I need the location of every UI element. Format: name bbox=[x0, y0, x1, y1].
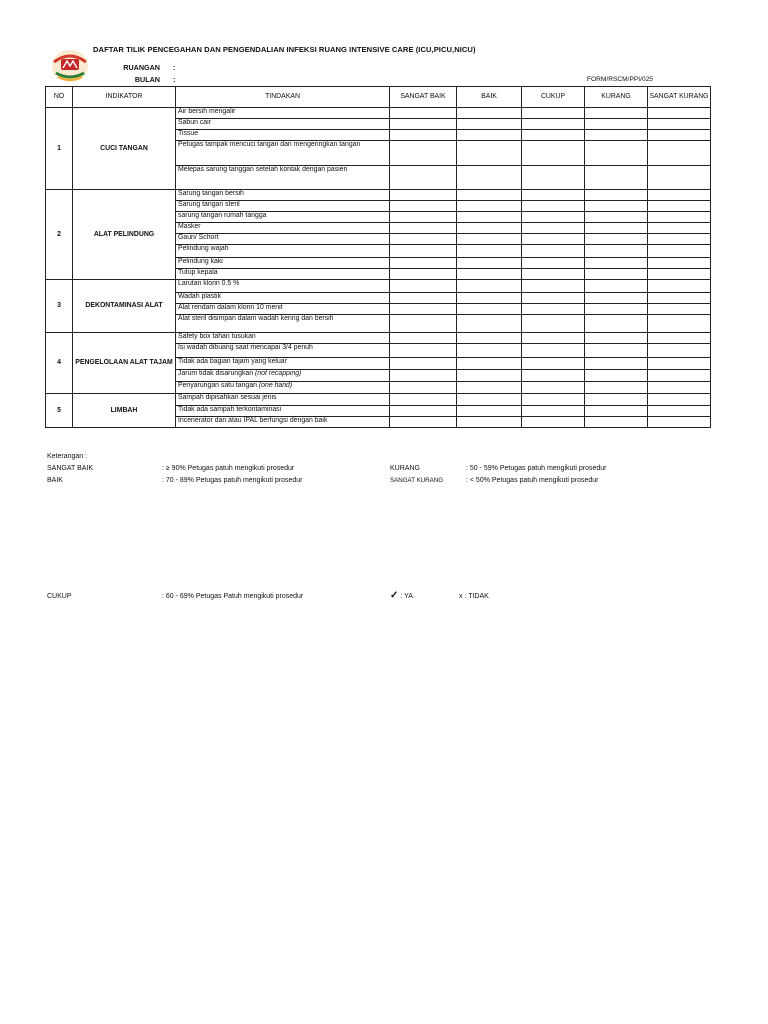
rating-cell-cukup[interactable] bbox=[522, 130, 585, 141]
rating-cell-kurang[interactable] bbox=[585, 344, 648, 358]
action-cell bbox=[176, 166, 390, 190]
rating-cell-cukup[interactable] bbox=[522, 223, 585, 234]
action-cell bbox=[176, 201, 390, 212]
rating-cell-baik[interactable] bbox=[457, 382, 522, 394]
page-title: DAFTAR TILIK PENCEGAHAN DAN PENGENDALIAN INFEKSI RUANG INTENSIVE CARE (ICU,PICU,NICU) bbox=[93, 45, 476, 54]
rating-cell-sangat-baik[interactable] bbox=[390, 394, 457, 406]
rating-cell-baik[interactable] bbox=[457, 406, 522, 417]
legend-heading: Keterangan : bbox=[47, 453, 88, 460]
rating-cell-kurang[interactable] bbox=[585, 315, 648, 333]
col-header-baik: BAIK bbox=[457, 87, 522, 108]
legend-ya-text: : YA bbox=[400, 593, 413, 600]
table-row bbox=[46, 108, 711, 119]
legend-desc-sangat-baik: : ≥ 90% Petugas patuh mengikuti prosedur bbox=[162, 465, 295, 472]
rating-cell-sangat-baik[interactable] bbox=[390, 119, 457, 130]
rating-cell-sangat-baik[interactable] bbox=[390, 293, 457, 304]
rating-cell-cukup[interactable] bbox=[522, 245, 585, 258]
action-text: Incenerator dan atau IPAL berfungsi dengan baik bbox=[178, 417, 328, 424]
rating-cell-baik[interactable] bbox=[457, 119, 522, 130]
rating-cell-cukup[interactable] bbox=[522, 394, 585, 406]
action-cell bbox=[176, 406, 390, 417]
rating-cell-kurang[interactable] bbox=[585, 234, 648, 245]
rating-cell-sangat-baik[interactable] bbox=[390, 417, 457, 428]
rating-cell-cukup[interactable] bbox=[522, 258, 585, 269]
rating-cell-cukup[interactable] bbox=[522, 269, 585, 280]
rating-cell-baik[interactable] bbox=[457, 293, 522, 304]
rating-cell-sangat-baik[interactable] bbox=[390, 141, 457, 166]
rating-cell-cukup[interactable] bbox=[522, 166, 585, 190]
indicator-number: 3 bbox=[46, 280, 73, 333]
action-cell bbox=[176, 234, 390, 245]
col-header-sangat-kurang: SANGAT KURANG bbox=[648, 87, 711, 108]
action-cell bbox=[176, 223, 390, 234]
rating-cell-sangat-kurang[interactable] bbox=[648, 108, 711, 119]
hospital-logo bbox=[50, 48, 90, 84]
rating-cell-baik[interactable] bbox=[457, 417, 522, 428]
rating-cell-kurang[interactable] bbox=[585, 370, 648, 382]
legend-label-kurang: KURANG bbox=[390, 465, 420, 472]
col-header-cukup: CUKUP bbox=[522, 87, 585, 108]
rating-cell-kurang[interactable] bbox=[585, 417, 648, 428]
action-cell bbox=[176, 258, 390, 269]
rating-cell-cukup[interactable] bbox=[522, 370, 585, 382]
table-row bbox=[46, 190, 711, 201]
rating-cell-baik[interactable] bbox=[457, 394, 522, 406]
action-cell bbox=[176, 269, 390, 280]
rating-cell-sangat-kurang[interactable] bbox=[648, 333, 711, 344]
action-cell bbox=[176, 280, 390, 293]
action-cell bbox=[176, 417, 390, 428]
rating-cell-sangat-baik[interactable] bbox=[390, 245, 457, 258]
action-cell bbox=[176, 141, 390, 166]
rating-cell-sangat-kurang[interactable] bbox=[648, 417, 711, 428]
rating-cell-cukup[interactable] bbox=[522, 304, 585, 315]
table-row bbox=[46, 333, 711, 344]
action-text: sarung tangan rumah tangga bbox=[178, 212, 267, 219]
rating-cell-sangat-kurang[interactable] bbox=[648, 406, 711, 417]
action-text: Tissue bbox=[178, 130, 199, 137]
form-number: FORM/RSCM/PPI/025 bbox=[587, 76, 653, 83]
rating-cell-kurang[interactable] bbox=[585, 382, 648, 394]
rating-cell-sangat-baik[interactable] bbox=[390, 130, 457, 141]
rating-cell-cukup[interactable] bbox=[522, 119, 585, 130]
rating-cell-baik[interactable] bbox=[457, 315, 522, 333]
rating-cell-sangat-baik[interactable] bbox=[390, 315, 457, 333]
action-cell bbox=[176, 370, 390, 382]
rating-cell-sangat-kurang[interactable] bbox=[648, 245, 711, 258]
rating-cell-sangat-kurang[interactable] bbox=[648, 382, 711, 394]
rating-cell-baik[interactable] bbox=[457, 108, 522, 119]
rating-cell-kurang[interactable] bbox=[585, 166, 648, 190]
action-text: Masker bbox=[178, 223, 201, 230]
legend-desc-kurang: : 50 - 59% Petugas patuh mengikuti prosedur bbox=[466, 465, 607, 472]
action-text: Tutup kepala bbox=[178, 269, 218, 276]
action-cell bbox=[176, 130, 390, 141]
rating-cell-kurang[interactable] bbox=[585, 108, 648, 119]
action-text: Sabun cair bbox=[178, 119, 211, 126]
action-text: Gaun/ Schort bbox=[178, 234, 219, 241]
legend-label-sangat-baik: SANGAT BAIK bbox=[47, 465, 94, 472]
rating-cell-cukup[interactable] bbox=[522, 108, 585, 119]
rating-cell-baik[interactable] bbox=[457, 370, 522, 382]
rating-cell-cukup[interactable] bbox=[522, 293, 585, 304]
col-header-no: NO bbox=[46, 87, 73, 108]
rating-cell-cukup[interactable] bbox=[522, 358, 585, 370]
action-text: Pelindung wajah bbox=[178, 245, 229, 252]
rating-cell-sangat-kurang[interactable] bbox=[648, 358, 711, 370]
action-cell bbox=[176, 304, 390, 315]
action-text: Melepas sarung tanggan setelah kontak dengan pasien bbox=[178, 166, 348, 173]
rating-cell-baik[interactable] bbox=[457, 166, 522, 190]
rating-cell-kurang[interactable] bbox=[585, 190, 648, 201]
rating-cell-kurang[interactable] bbox=[585, 258, 648, 269]
rating-cell-sangat-baik[interactable] bbox=[390, 382, 457, 394]
indicator-number: 1 bbox=[46, 108, 73, 190]
rating-cell-cukup[interactable] bbox=[522, 315, 585, 333]
legend-tidak: x : TIDAK bbox=[459, 593, 489, 600]
rating-cell-cukup[interactable] bbox=[522, 406, 585, 417]
action-cell bbox=[176, 333, 390, 344]
indicator-name: LIMBAH bbox=[73, 394, 176, 428]
rating-cell-cukup[interactable] bbox=[522, 212, 585, 223]
rating-cell-sangat-baik[interactable] bbox=[390, 269, 457, 280]
rating-cell-baik[interactable] bbox=[457, 344, 522, 358]
rating-cell-kurang[interactable] bbox=[585, 280, 648, 293]
rating-cell-sangat-kurang[interactable] bbox=[648, 394, 711, 406]
rating-cell-sangat-baik[interactable] bbox=[390, 212, 457, 223]
rating-cell-sangat-baik[interactable] bbox=[390, 108, 457, 119]
indicator-name: ALAT PELINDUNG bbox=[73, 190, 176, 280]
rating-cell-sangat-baik[interactable] bbox=[390, 166, 457, 190]
checklist-table bbox=[45, 86, 711, 428]
rating-cell-kurang[interactable] bbox=[585, 141, 648, 166]
rating-cell-cukup[interactable] bbox=[522, 201, 585, 212]
rating-cell-baik[interactable] bbox=[457, 212, 522, 223]
rating-cell-cukup[interactable] bbox=[522, 382, 585, 394]
rating-cell-cukup[interactable] bbox=[522, 344, 585, 358]
rating-cell-sangat-kurang[interactable] bbox=[648, 190, 711, 201]
action-text: Larutan klorin 0.5 % bbox=[178, 280, 240, 287]
rating-cell-baik[interactable] bbox=[457, 190, 522, 201]
rating-cell-kurang[interactable] bbox=[585, 406, 648, 417]
rating-cell-kurang[interactable] bbox=[585, 130, 648, 141]
rating-cell-baik[interactable] bbox=[457, 280, 522, 293]
rating-cell-sangat-baik[interactable] bbox=[390, 223, 457, 234]
rating-cell-sangat-kurang[interactable] bbox=[648, 258, 711, 269]
rating-cell-baik[interactable] bbox=[457, 201, 522, 212]
rating-cell-kurang[interactable] bbox=[585, 201, 648, 212]
action-text: Penyarungan satu tangan bbox=[178, 382, 257, 389]
action-cell bbox=[176, 245, 390, 258]
rating-cell-sangat-kurang[interactable] bbox=[648, 201, 711, 212]
rating-cell-baik[interactable] bbox=[457, 245, 522, 258]
rating-cell-kurang[interactable] bbox=[585, 358, 648, 370]
rating-cell-baik[interactable] bbox=[457, 130, 522, 141]
legend-label-cukup: CUKUP bbox=[47, 593, 72, 600]
ruangan-colon: : bbox=[173, 63, 176, 72]
ruangan-label: RUANGAN bbox=[123, 63, 160, 72]
table-row bbox=[46, 280, 711, 293]
rating-cell-kurang[interactable] bbox=[585, 212, 648, 223]
rating-cell-cukup[interactable] bbox=[522, 333, 585, 344]
rating-cell-kurang[interactable] bbox=[585, 293, 648, 304]
rating-cell-kurang[interactable] bbox=[585, 394, 648, 406]
indicator-name: DEKONTAMINASI ALAT bbox=[73, 280, 176, 333]
rating-cell-sangat-kurang[interactable] bbox=[648, 304, 711, 315]
rating-cell-cukup[interactable] bbox=[522, 234, 585, 245]
action-cell bbox=[176, 108, 390, 119]
rating-cell-baik[interactable] bbox=[457, 304, 522, 315]
rating-cell-sangat-kurang[interactable] bbox=[648, 269, 711, 280]
legend-desc-baik: : 70 - 89% Petugas patuh mengikuti prosedur bbox=[162, 477, 303, 484]
action-cell bbox=[176, 315, 390, 333]
rating-cell-sangat-baik[interactable] bbox=[390, 234, 457, 245]
rating-cell-baik[interactable] bbox=[457, 234, 522, 245]
action-cell bbox=[176, 382, 390, 394]
action-text: Air bersih mengalir bbox=[178, 108, 236, 115]
action-text: Isi wadah dibuang saat mencapai 3/4 penuh bbox=[178, 344, 313, 351]
rating-cell-kurang[interactable] bbox=[585, 304, 648, 315]
indicator-number: 5 bbox=[46, 394, 73, 428]
rating-cell-sangat-baik[interactable] bbox=[390, 280, 457, 293]
rating-cell-kurang[interactable] bbox=[585, 223, 648, 234]
rating-cell-sangat-baik[interactable] bbox=[390, 304, 457, 315]
rating-cell-sangat-kurang[interactable] bbox=[648, 130, 711, 141]
action-text: Alat steril disimpan dalam wadah kering dan bersih bbox=[178, 315, 334, 322]
action-text: Tidak ada sampah terkontaminasi bbox=[178, 406, 282, 413]
rating-cell-kurang[interactable] bbox=[585, 119, 648, 130]
col-header-tindakan: TINDAKAN bbox=[176, 87, 390, 108]
legend-desc-cukup: : 60 - 69% Petugas Patuh mengikuti prosedur bbox=[162, 593, 304, 600]
rating-cell-sangat-kurang[interactable] bbox=[648, 119, 711, 130]
rating-cell-sangat-baik[interactable] bbox=[390, 190, 457, 201]
rating-cell-kurang[interactable] bbox=[585, 333, 648, 344]
legend-desc-sangat-kurang: : < 50% Petugas patuh mengikuti prosedur bbox=[466, 477, 599, 484]
legend-ya bbox=[390, 590, 413, 601]
rating-cell-sangat-baik[interactable] bbox=[390, 370, 457, 382]
legend-label-baik: BAIK bbox=[47, 477, 63, 484]
action-text: Sampah dipisahkan sesuai jenis bbox=[178, 394, 277, 401]
col-header-sangat-baik: SANGAT BAIK bbox=[390, 87, 457, 108]
rating-cell-sangat-kurang[interactable] bbox=[648, 212, 711, 223]
rating-cell-sangat-baik[interactable] bbox=[390, 258, 457, 269]
indicator-number: 2 bbox=[46, 190, 73, 280]
indicator-number: 4 bbox=[46, 333, 73, 394]
rating-cell-cukup[interactable] bbox=[522, 141, 585, 166]
table-body bbox=[46, 108, 711, 428]
rating-cell-baik[interactable] bbox=[457, 333, 522, 344]
col-header-indikator: INDIKATOR bbox=[73, 87, 176, 108]
action-text: Safety box tahan tusukan bbox=[178, 333, 256, 340]
indicator-name: CUCI TANGAN bbox=[73, 108, 176, 190]
action-text: Jarum tidak disarungkan bbox=[178, 370, 254, 377]
action-text: Petugas tampak mencuci tangan dan mengeringkan tangan bbox=[178, 141, 361, 148]
rating-cell-baik[interactable] bbox=[457, 223, 522, 234]
action-text: Sarung tangan steril bbox=[178, 201, 240, 208]
table-header-row bbox=[46, 87, 711, 108]
action-text: Wadah plastik bbox=[178, 293, 222, 300]
rating-cell-sangat-baik[interactable] bbox=[390, 406, 457, 417]
action-cell bbox=[176, 119, 390, 130]
legend-label-sangat-kurang: SANGAT KURANG bbox=[390, 477, 444, 484]
rating-cell-cukup[interactable] bbox=[522, 417, 585, 428]
rating-cell-sangat-kurang[interactable] bbox=[648, 141, 711, 166]
rating-cell-sangat-baik[interactable] bbox=[390, 344, 457, 358]
rating-cell-sangat-kurang[interactable] bbox=[648, 344, 711, 358]
col-header-kurang: KURANG bbox=[585, 87, 648, 108]
indicator-name: PENGELOLAAN ALAT TAJAM bbox=[73, 333, 176, 394]
action-cell bbox=[176, 394, 390, 406]
action-cell bbox=[176, 358, 390, 370]
action-cell bbox=[176, 190, 390, 201]
table-row bbox=[46, 394, 711, 406]
rating-cell-cukup[interactable] bbox=[522, 280, 585, 293]
rating-cell-sangat-baik[interactable] bbox=[390, 333, 457, 344]
rating-cell-cukup[interactable] bbox=[522, 190, 585, 201]
action-cell bbox=[176, 212, 390, 223]
rating-cell-sangat-baik[interactable] bbox=[390, 201, 457, 212]
rating-cell-sangat-kurang[interactable] bbox=[648, 293, 711, 304]
action-note: (one hand) bbox=[258, 382, 293, 389]
rating-cell-baik[interactable] bbox=[457, 141, 522, 166]
rating-cell-baik[interactable] bbox=[457, 269, 522, 280]
action-text: Tidak ada bagian tajam yang keluar bbox=[178, 358, 287, 365]
rating-cell-sangat-kurang[interactable] bbox=[648, 234, 711, 245]
checkmark-icon: ✓ bbox=[390, 590, 399, 601]
rating-cell-sangat-kurang[interactable] bbox=[648, 223, 711, 234]
action-text: Sarung tangan bersih bbox=[178, 190, 244, 197]
rating-cell-kurang[interactable] bbox=[585, 245, 648, 258]
action-cell bbox=[176, 293, 390, 304]
bulan-colon: : bbox=[173, 75, 176, 84]
action-text: Alat rendam dalam klorin 10 menit bbox=[178, 304, 283, 311]
action-note: (not recapping) bbox=[255, 370, 302, 377]
rating-cell-baik[interactable] bbox=[457, 258, 522, 269]
rating-cell-sangat-baik[interactable] bbox=[390, 358, 457, 370]
rating-cell-sangat-kurang[interactable] bbox=[648, 166, 711, 190]
rating-cell-sangat-kurang[interactable] bbox=[648, 370, 711, 382]
rating-cell-sangat-kurang[interactable] bbox=[648, 280, 711, 293]
rating-cell-sangat-kurang[interactable] bbox=[648, 315, 711, 333]
action-cell bbox=[176, 344, 390, 358]
rating-cell-kurang[interactable] bbox=[585, 269, 648, 280]
rating-cell-baik[interactable] bbox=[457, 358, 522, 370]
action-text: Pelindung kaki bbox=[178, 258, 223, 265]
bulan-label: BULAN bbox=[134, 75, 160, 84]
